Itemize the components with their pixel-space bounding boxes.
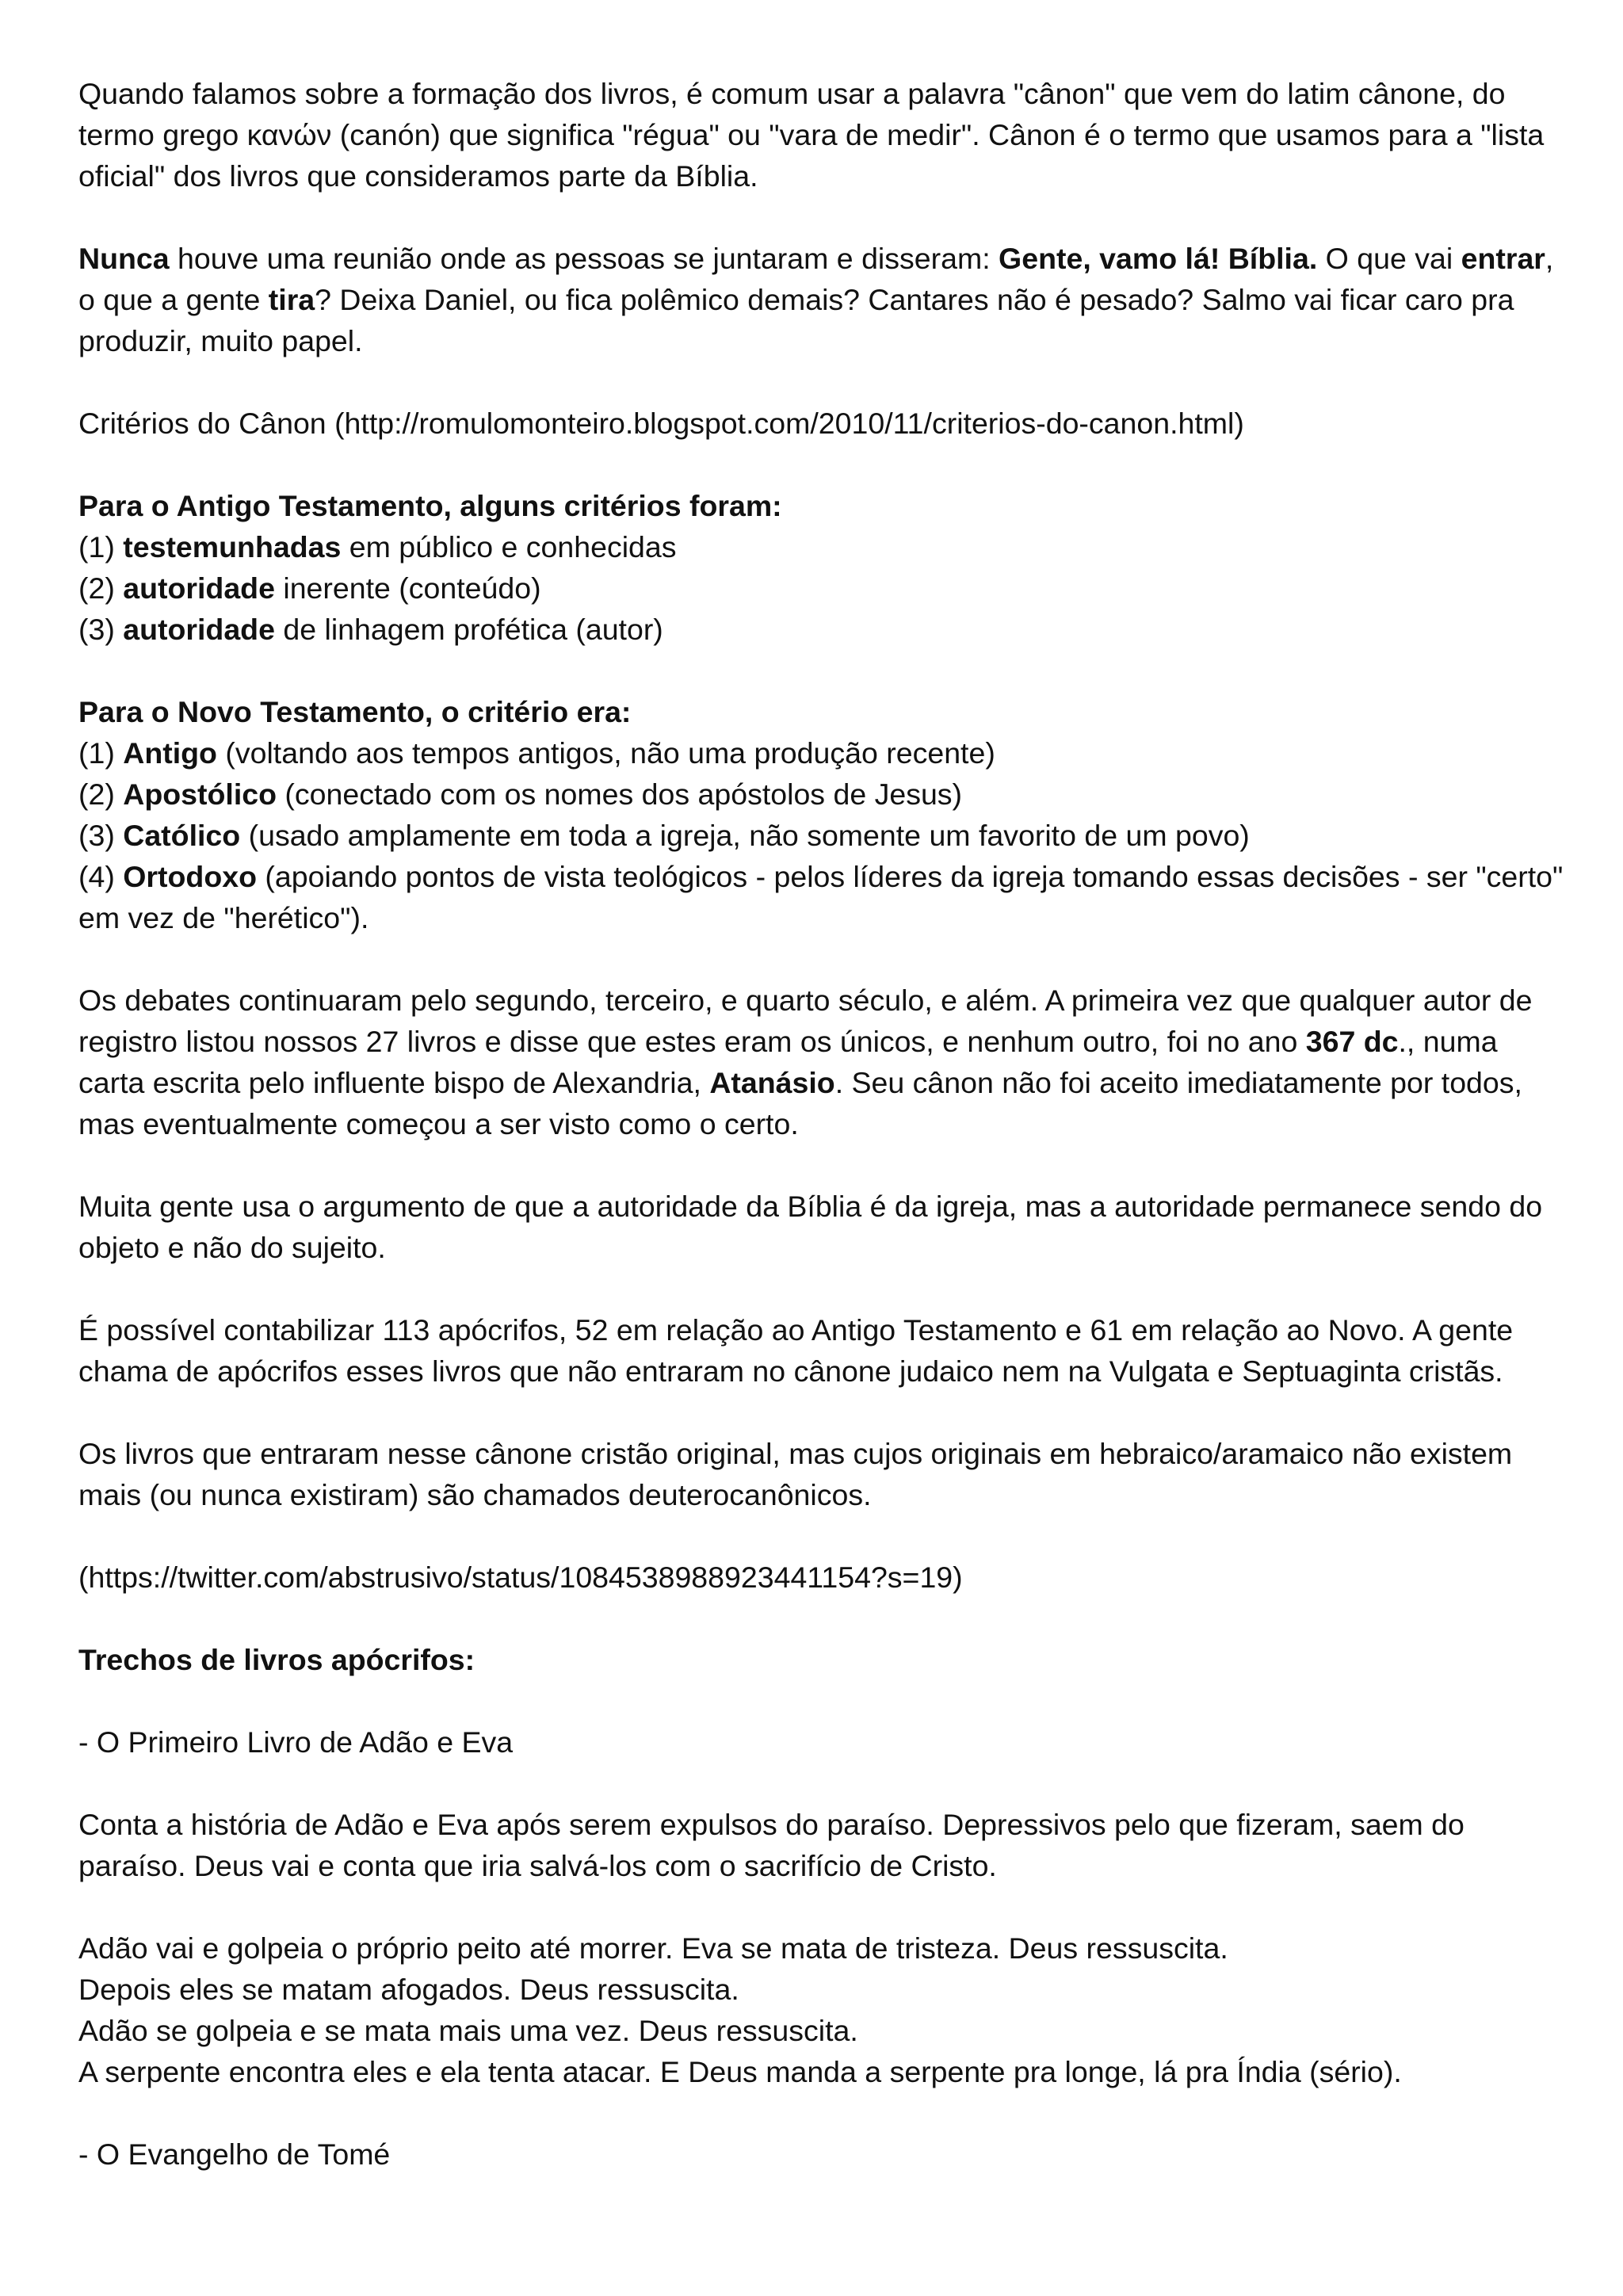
excerpts-heading: Trechos de livros apócrifos: <box>78 1643 475 1676</box>
bold-gente-vamo-la: Gente, vamo lá! Bíblia. <box>999 242 1318 275</box>
bold-tira: tira <box>268 283 315 316</box>
paragraph-canon-definition: Quando falamos sobre a formação dos livros, é comum usar a palavra "cânon" que vem do latim cânone, do termo grego κανών (canón) que significa "régua" ou "vara de medir". Cânon é o termo que usamos para a "lista oficial" dos livros que consideramos parte da Bíblia. <box>78 77 1545 193</box>
bold-year: 367 dc <box>1305 1025 1399 1058</box>
book1-events <box>78 1927 1568 2092</box>
old-testament-criteria <box>78 485 1568 650</box>
list-item: (2) autoridade inerente (conteúdo) <box>78 571 541 605</box>
document-page <box>78 73 1568 2175</box>
paragraph-criteria-source: Critérios do Cânon (http://romulomonteiro.blogspot.com/2010/11/criterios-do-canon.html) <box>78 407 1244 440</box>
paragraph-deuterocanonical: Os livros que entraram nesse cânone cristão original, mas cujos originais em hebraico/aramaico não existem mais (ou nunca existiram) são chamados deuterocanônicos. <box>78 1437 1513 1511</box>
list-item: (3) Católico (usado amplamente em toda a igreja, não somente um favorito de um povo) <box>78 819 1250 852</box>
paragraph-authority: Muita gente usa o argumento de que a autoridade da Bíblia é da igreja, mas a autoridade permanece sendo do objeto e não do sujeito. <box>78 1190 1543 1264</box>
new-testament-criteria <box>78 691 1568 938</box>
book1-title: - O Primeiro Livro de Adão e Eva <box>78 1725 514 1759</box>
paragraph-no-meeting: Nunca houve uma reunião onde as pessoas se juntaram e disseram: Gente, vamo lá! Bíblia. O que vai entrar, o que a gente tira? Deixa Daniel, ou fica polêmico demais? Cantares não é pesado? Salmo vai ficar caro pra produzir, muito papel. <box>78 242 1554 357</box>
paragraph-debates: Os debates continuaram pelo segundo, terceiro, e quarto século, e além. A primeira vez que qualquer autor de registro listou nossos 27 livros e disse que estes eram os únicos, e nenhum outro, foi no ano 367 dc., numa carta escrita pelo influente bispo de Alexandria, Atanásio. Seu cânon não foi aceito imediatamente por todos, mas eventualmente começou a ser visto como o certo. <box>78 984 1533 1140</box>
old-testament-heading: Para o Antigo Testamento, alguns critérios foram: <box>78 489 782 522</box>
bold-nunca: Nunca <box>78 242 170 275</box>
bold-entrar: entrar <box>1461 242 1545 275</box>
book1-summary: Conta a história de Adão e Eva após serem expulsos do paraíso. Depressivos pelo que fizeram, saem do paraíso. Deus vai e conta que iria salvá-los com o sacrifício de Cristo. <box>78 1808 1465 1882</box>
list-item: (3) autoridade de linhagem profética (autor) <box>78 613 663 646</box>
new-testament-heading: Para o Novo Testamento, o critério era: <box>78 695 632 728</box>
list-item: (1) testemunhadas em público e conhecidas <box>78 530 677 563</box>
paragraph-twitter-source: (https://twitter.com/abstrusivo/status/1084538988923441154?s=19) <box>78 1561 963 1594</box>
list-item: (4) Ortodoxo (apoiando pontos de vista teológicos - pelos líderes da igreja tomando essas decisões - ser "certo" em vez de "herético"). <box>78 860 1564 934</box>
list-item: A serpente encontra eles e ela tenta atacar. E Deus manda a serpente pra longe, lá pra Índia (sério). <box>78 2055 1402 2088</box>
book2-title: - O Evangelho de Tomé <box>78 2137 391 2171</box>
list-item: (1) Antigo (voltando aos tempos antigos, não uma produção recente) <box>78 736 995 770</box>
paragraph-apocrypha-count: É possível contabilizar 113 apócrifos, 52 em relação ao Antigo Testamento e 61 em relação ao Novo. A gente chama de apócrifos esses livros que não entraram no cânone judaico nem na Vulgata e Septuaginta cristãs. <box>78 1313 1514 1388</box>
list-item: Adão vai e golpeia o próprio peito até morrer. Eva se mata de tristeza. Deus ressuscita. <box>78 1931 1228 1965</box>
list-item: Depois eles se matam afogados. Deus ressuscita. <box>78 1973 739 2006</box>
list-item: (2) Apostólico (conectado com os nomes dos apóstolos de Jesus) <box>78 777 963 811</box>
bold-atanasio: Atanásio <box>709 1066 835 1099</box>
list-item: Adão se golpeia e se mata mais uma vez. Deus ressuscita. <box>78 2014 858 2047</box>
